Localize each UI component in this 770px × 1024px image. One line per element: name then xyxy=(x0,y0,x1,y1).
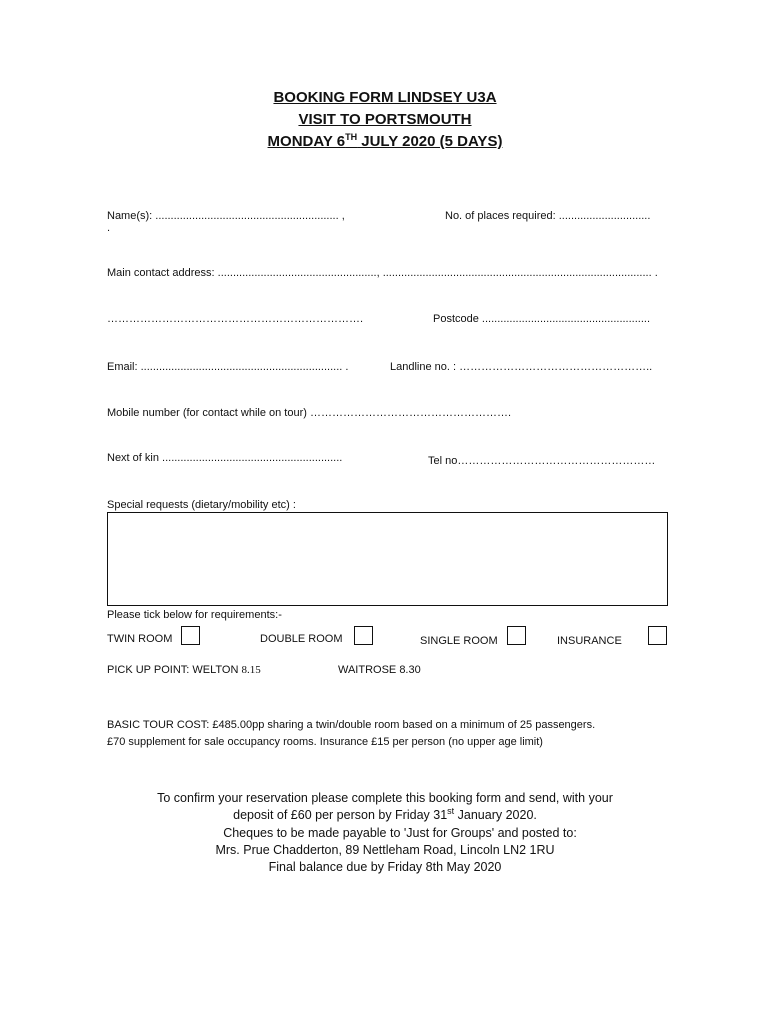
single-room-label: SINGLE ROOM xyxy=(420,635,498,647)
confirmation-line-1: To confirm your reservation please complete this booking form and send, with your xyxy=(157,791,613,805)
insurance-checkbox[interactable] xyxy=(648,626,667,645)
confirmation-line-3: Cheques to be made payable to 'Just for Groups' and posted to: xyxy=(223,826,577,840)
deposit-text-rest: January 2020. xyxy=(454,808,537,822)
landline-field[interactable]: Landline no. : …………………………………………….. xyxy=(390,361,653,373)
pickup-label: PICK UP POINT: WELTON xyxy=(107,664,239,676)
date-prefix: MONDAY 6 xyxy=(267,133,346,150)
deposit-date-suffix: st xyxy=(447,805,455,816)
requirements-heading: Please tick below for requirements:- xyxy=(107,609,282,621)
form-title: BOOKING FORM LINDSEY U3A xyxy=(273,89,497,106)
special-requests-label: Special requests (dietary/mobility etc) : xyxy=(107,499,296,511)
names-field[interactable]: Name(s): ............................................................ , xyxy=(107,210,345,222)
single-room-checkbox[interactable] xyxy=(507,626,526,645)
confirmation-final-balance: Final balance due by Friday 8th May 2020 xyxy=(268,860,502,874)
next-of-kin-field[interactable]: Next of kin ........................................................... xyxy=(107,452,343,464)
address-line-2-field[interactable]: ……………………………………………………………. xyxy=(107,313,364,325)
form-subtitle-date xyxy=(0,133,770,150)
confirmation-line-2 xyxy=(0,805,770,822)
date-suffix-th: TH xyxy=(345,132,358,142)
pickup-waitrose: WAITROSE 8.30 xyxy=(338,664,421,676)
confirmation-address: Mrs. Prue Chadderton, 89 Nettleham Road, Lincoln LN2 1RU xyxy=(215,843,555,857)
mobile-number-field[interactable]: Mobile number (for contact while on tour) ………………………………………………. xyxy=(107,407,512,419)
tour-cost-line-1: BASIC TOUR COST: £485.00pp sharing a twin/double room based on a minimum of 25 passengers. xyxy=(107,719,596,731)
date-rest: JULY 2020 (5 DAYS) xyxy=(357,133,503,150)
twin-room-checkbox[interactable] xyxy=(181,626,200,645)
twin-room-label: TWIN ROOM xyxy=(107,633,173,645)
names-field-continuation: . xyxy=(107,222,111,234)
places-required-field[interactable]: No. of places required: .............................. xyxy=(445,210,651,222)
insurance-label: INSURANCE xyxy=(557,635,622,647)
deposit-text: deposit of £60 per person by Friday 31 xyxy=(233,808,448,822)
pickup-point xyxy=(107,664,261,676)
main-contact-address-field[interactable]: Main contact address: ...................................................., ........................................................................................ . xyxy=(107,267,658,279)
tour-cost-line-2: £70 supplement for sale occupancy rooms. Insurance £15 per person (no upper age limit) xyxy=(107,736,543,748)
email-field[interactable]: Email: .................................................................. . xyxy=(107,361,349,373)
postcode-field[interactable]: Postcode ....................................................... xyxy=(433,313,651,325)
double-room-label: DOUBLE ROOM xyxy=(260,633,343,645)
pickup-welton-time: 8.15 xyxy=(241,664,261,676)
next-of-kin-tel-field[interactable]: Tel no……………………………………………… xyxy=(428,455,656,467)
double-room-checkbox[interactable] xyxy=(354,626,373,645)
special-requests-box[interactable] xyxy=(107,512,668,606)
form-subtitle-destination: VISIT TO PORTSMOUTH xyxy=(298,111,472,128)
